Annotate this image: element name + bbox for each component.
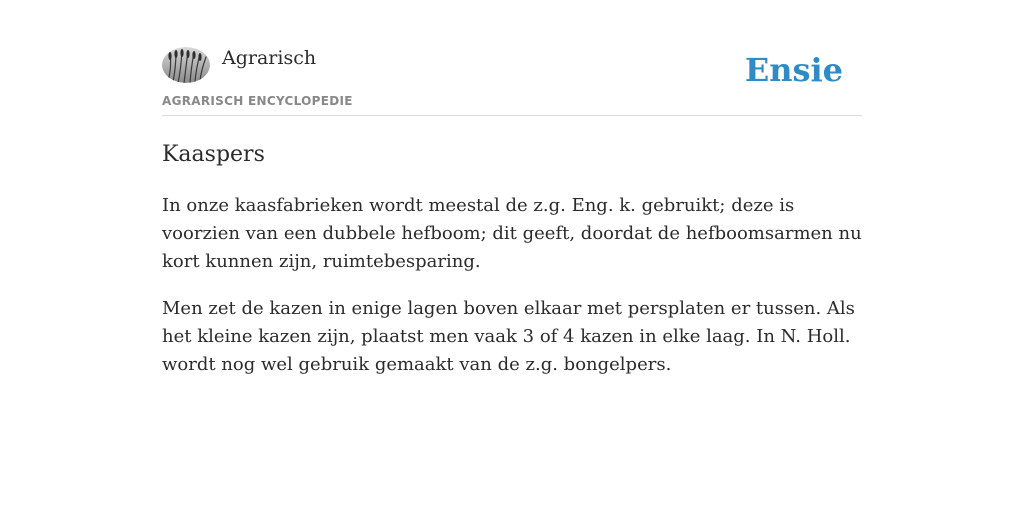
article-body [162,192,862,379]
wheat-field-icon[interactable] [162,47,210,83]
article-paragraph: Men zet de kazen in enige lagen boven elkaar met persplaten er tussen. Als het kleine kazen zijn, plaatst men vaak 3 of 4 kazen in elke laag. In N. Holl. wordt nog wel gebruik gemaakt van de z.g. bongelpers. [162,298,855,375]
site-name-link[interactable]: Agrarisch [222,47,317,69]
article-title: Kaaspers [162,142,265,167]
site-header [162,0,862,116]
page-container [162,0,862,379]
encyclopedia-subtitle: AGRARISCH ENCYCLOPEDIE [162,94,353,108]
article-paragraph: In onze kaasfabrieken wordt meestal de z.g. Eng. k. gebruikt; deze is voorzien van een dubbele hefboom; dit geeft, doordat de hefboomsarmen nu kort kunnen zijn, ruimtebesparing. [162,195,862,272]
ensie-brand-link[interactable]: Ensie [744,51,843,89]
